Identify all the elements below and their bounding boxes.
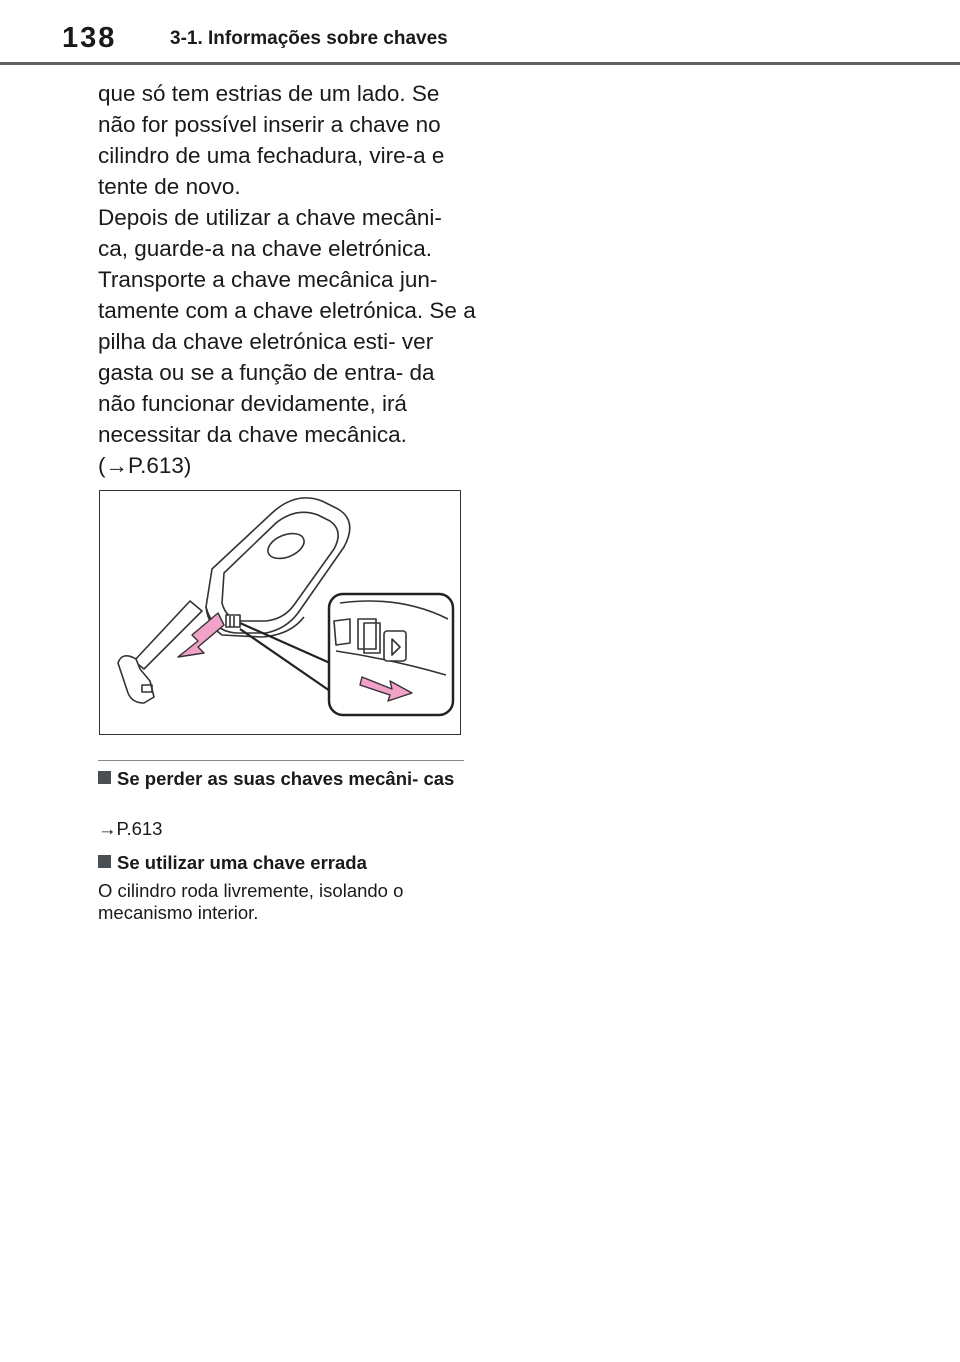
square-bullet-icon — [98, 771, 111, 784]
note-heading-text: Se perder as suas chaves mecâni- cas — [117, 768, 455, 789]
paragraph-key-insertion — [98, 78, 478, 202]
header-divider — [0, 62, 960, 65]
mechanical-key-removal-illustration-icon — [100, 491, 459, 733]
page-number: 138 — [62, 22, 117, 54]
key-illustration — [99, 490, 461, 735]
section-title: 3-1. Informações sobre chaves — [170, 28, 448, 49]
notes-divider — [98, 760, 464, 761]
square-bullet-icon — [98, 855, 111, 868]
paragraph-key-storage — [98, 202, 478, 481]
page-header — [0, 0, 960, 68]
note-body: O cilindro roda livremente, isolando o mecanismo interior. — [98, 880, 404, 923]
note-reference: →P.613 — [98, 818, 163, 839]
note-heading-text: Se utilizar uma chave errada — [117, 852, 367, 873]
page-reference: (→P.613) — [98, 453, 192, 478]
note-heading-wrong-key — [98, 852, 464, 874]
paragraph-text: que só tem estrias de um lado. Se não for possível inserir a chave no cilindro de uma fechadura, vire-a e tente de novo. — [98, 81, 445, 199]
note-heading-lost-keys — [98, 768, 464, 790]
paragraph-text: Depois de utilizar a chave mecâni- ca, guarde-a na chave eletrónica. Transporte a chave mecânica jun- tamente com a chave eletrónica. Se a pilha da chave eletrónica esti- ver gasta ou se a função de entra- da não funcionar devidamente, irá necessitar da chave mecânica. — [98, 205, 476, 447]
